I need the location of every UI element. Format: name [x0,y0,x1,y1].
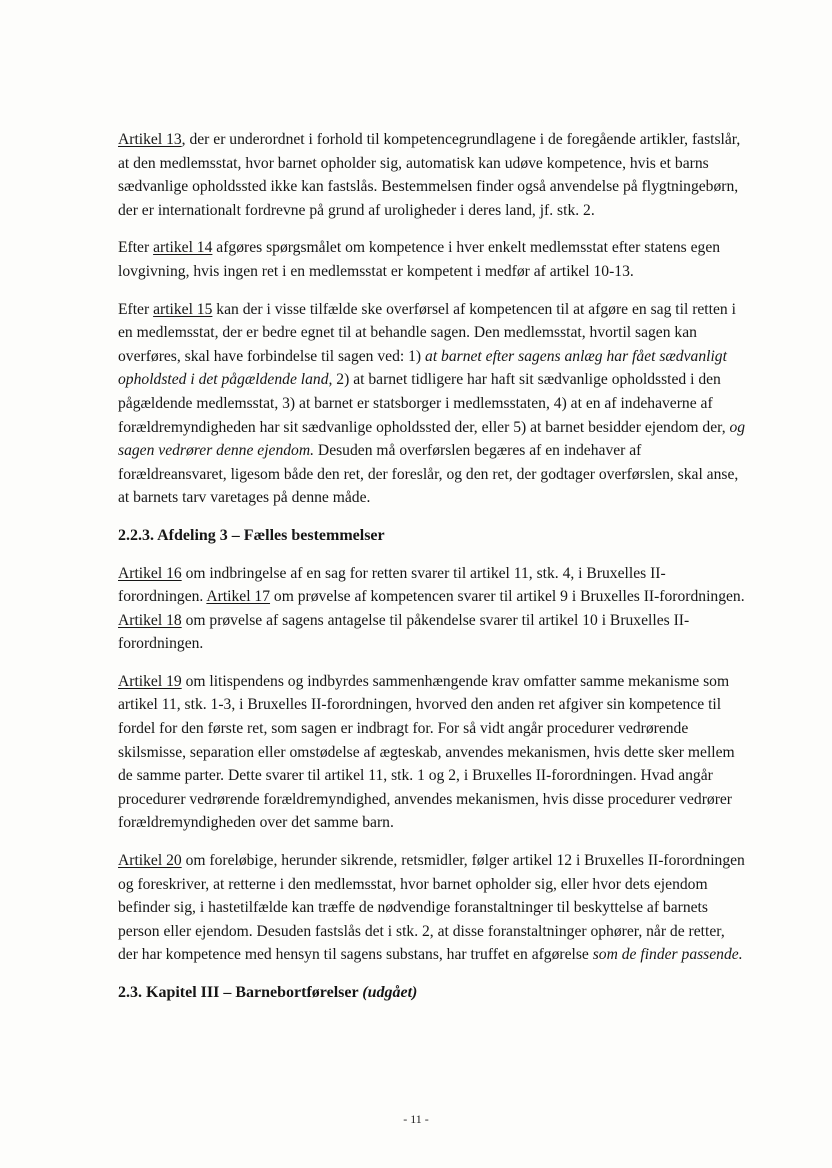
body-paragraph [118,298,746,510]
article-reference-link[interactable]: artikel 14 [153,239,213,257]
article-reference-link[interactable]: Artikel 13 [118,131,182,148]
article-reference-link[interactable]: Artikel 19 [118,672,182,690]
section-heading [118,981,746,1005]
page-number: - 11 - [403,1112,429,1126]
body-paragraph [118,128,746,222]
text-run: om foreløbige, herunder sikrende, retsmidler, følger artikel 12 i Bruxelles II-forordningen og foreskriver, at retterne i den medlemsstat, hvor barnet opholder sig, eller hvor dets ejendom befinder sig, i hastetilfælde kan træffe de nødvendige foranstaltninger til beskyttelse af barnets person eller ejendom. Desuden fastslås det i stk. 2, at disse foranstaltninger ophører, når de retter, der har kompetence med hensyn til sagens substans, har truffet en afgørelse [118,852,745,964]
text-run: afgøres spørgsmålet om kompetence i hver enkelt medlemsstat efter statens egen lovgivning, hvis ingen ret i en medlemsstat er kompetent i medfør af artikel 10-13. [118,239,721,280]
text-run: Efter [118,239,154,257]
body-paragraph [118,562,746,656]
article-reference-link[interactable]: Artikel 20 [118,852,182,870]
body-paragraph [118,236,746,283]
article-reference-link[interactable]: artikel 15 [153,300,213,318]
text-run: Desuden må overførslen begæres af en indehaver af forældreansvaret, ligesom både den ret, der foreslår, og den ret, der godtager overførslen, skal anse, at barnets tarv varetages på denne måde. [118,442,739,507]
article-reference-link[interactable]: Artikel 16 [118,564,182,582]
italic-text: at barnet efter sagens anlæg har fået sædvanligt opholdsted i det pågældende land, [118,347,727,389]
text-run: kan der i visse tilfælde ske overførsel af kompetencen til at afgøre en sag til retten i en medlemsstat, der er bedre egnet til at behandle sagen. Den medlemsstat, hvortil sagen kan overføres, skal have forbindelse til sagen ved: 1) [118,300,736,365]
text-run: 2) at barnet tidligere har haft sit sædvanlige opholdssted i den pågældende medlemsstat, 3) at barnet er statsborger i medlemsstaten, 4) at en af indehaverne af forældremyndigheden har sit sædvanlige opholdssted der, eller 5) at barnet besidder ejendom der, [118,371,730,436]
text-run: om litispendens og indbyrdes sammenhængende krav omfatter samme mekanisme som artikel 11, stk. 1-3, i Bruxelles II-forordningen, hvorved den anden ret afgiver sin kompetence til fordel for den første ret, som sagen er indbragt for. For så vidt angår procedurer vedrørende skilsmisse, separation eller omstødelse af ægteskab, anvendes mekanismen, hvis dette sker mellem de samme parter. Dette svarer til artikel 11, stk. 1 og 2, i Bruxelles II-forordningen. Hvad angår procedurer vedrørende forældremyndighed, anvendes mekanismen, hvis disse procedurer vedrører forældremyndigheden over det samme barn. [118,672,735,832]
italic-text: (udgået) [362,984,418,1001]
text-run: om prøvelse af sagens antagelse til påkendelse svarer til artikel 10 i Bruxelles II-forordningen. [118,611,690,653]
italic-text: og sagen vedrører denne ejendom. [118,418,746,460]
body-paragraph [118,670,746,835]
italic-text: som de finder passende. [592,946,743,964]
article-reference-link[interactable]: Artikel 17 [206,588,271,606]
text-run: , der er underordnet i forhold til kompetencegrundlagene i de foregående artikler, fastslår, at den medlemsstat, hvor barnet opholder sig, automatisk kan udøve kompetence, hvis et barns sædvanlige opholdssted ikke kan fastslås. Bestemmelsen finder også anvendelse på flygtningebørn, der er internationalt fordrevne på grund af uroligheder i deres land, jf. stk. 2. [118,131,741,219]
text-run: 2.3. Kapitel III – Barnebortførelser [118,984,363,1001]
text-run: om indbringelse af en sag for retten svarer til artikel 11, stk. 4, i Bruxelles II-forordningen. [118,564,666,606]
document-page [118,128,746,1019]
section-heading [118,524,746,548]
text-run: 2.2.3. Afdeling 3 – Fælles bestemmelser [118,526,385,544]
article-reference-link[interactable]: Artikel 18 [118,611,182,629]
text-run: om prøvelse af kompetencen svarer til artikel 9 i Bruxelles II-forordningen. [270,588,745,606]
body-paragraph [118,849,746,967]
text-run: Efter [118,300,154,318]
